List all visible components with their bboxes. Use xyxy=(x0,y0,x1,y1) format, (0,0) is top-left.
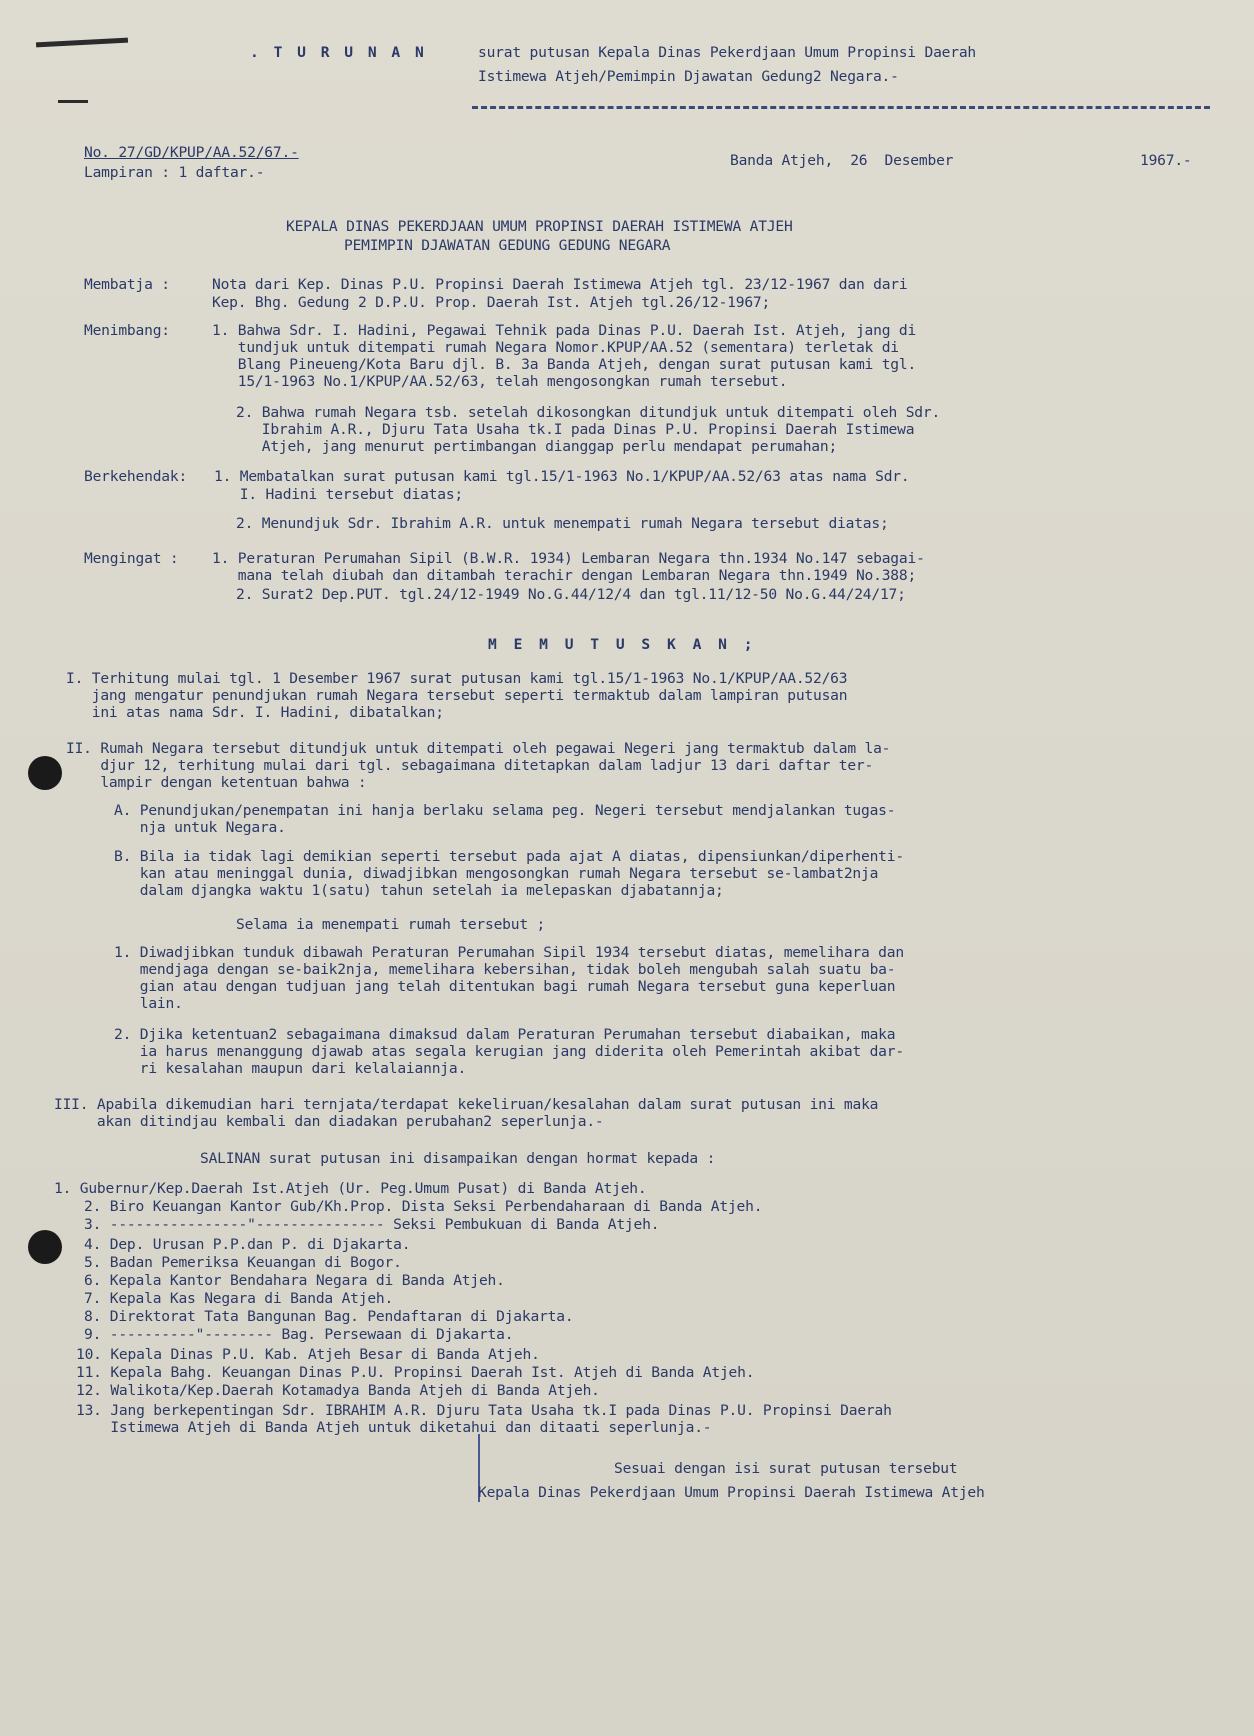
authority-line1: KEPALA DINAS PEKERDJAAN UMUM PROPINSI DAERAH ISTIMEWA ATJEH xyxy=(286,218,793,235)
closing-sesuai: Sesuai dengan isi surat putusan tersebut xyxy=(614,1460,958,1477)
selama-1-l4: lain. xyxy=(114,995,183,1012)
salinan-item-11: 11. Kepala Bahg. Keuangan Dinas P.U. Propinsi Daerah Ist. Atjeh di Banda Atjeh. xyxy=(76,1364,755,1381)
selama-2-l2: ia harus menanggung djawab atas segala kerugian jang diderita oleh Pemerintah akibat dar- xyxy=(114,1043,904,1060)
salinan-item-10: 10. Kepala Dinas P.U. Kab. Atjeh Besar di Banda Atjeh. xyxy=(76,1346,540,1363)
salinan-item-5: 5. Badan Pemeriksa Keuangan di Bogor. xyxy=(84,1254,402,1271)
header-title-line1: surat putusan Kepala Dinas Pekerdjaan Umum Propinsi Daerah xyxy=(478,44,976,61)
decision-IIA-l1: A. Penundjukan/penempatan ini hanja berlaku selama peg. Negeri tersebut mendjalankan tugas- xyxy=(114,802,896,819)
salinan-item-1: 1. Gubernur/Kep.Daerah Ist.Atjeh (Ur. Peg.Umum Pusat) di Banda Atjeh. xyxy=(54,1180,647,1197)
mengingat-label: Mengingat : xyxy=(84,550,179,567)
membatja-label: Membatja : xyxy=(84,276,170,293)
mengingat-p1-l1: 1. Peraturan Perumahan Sipil (B.W.R. 1934) Lembaran Negara thn.1934 No.147 sebagai- xyxy=(212,550,925,567)
decision-III-l2: akan ditindjau kembali dan diadakan perubahan2 seperlunja.- xyxy=(54,1113,604,1130)
salinan-item-8: 8. Direktorat Tata Bangunan Bag. Pendaftaran di Djakarta. xyxy=(84,1308,574,1325)
selama-1-l2: mendjaga dengan se-baik2nja, memelihara kebersihan, tidak boleh mengubah salah suatu ba- xyxy=(114,961,896,978)
punch-hole-upper xyxy=(28,756,62,790)
decision-I-l3: ini atas nama Sdr. I. Hadini, dibatalkan; xyxy=(66,704,444,721)
year: 1967.- xyxy=(1140,152,1192,169)
decision-I-l1: I. Terhitung mulai tgl. 1 Desember 1967 surat putusan kami tgl.15/1-1963 No.1/KPUP/AA.52/63 xyxy=(66,670,848,687)
berkehendak-p1-l1: 1. Membatalkan surat putusan kami tgl.15/1-1963 No.1/KPUP/AA.52/63 atas nama Sdr. xyxy=(214,468,910,485)
authority-line2: PEMIMPIN DJAWATAN GEDUNG GEDUNG NEGARA xyxy=(344,237,671,254)
decision-III-l1: III. Apabila dikemudian hari ternjata/terdapat kekeliruan/kesalahan dalam surat putusan ini maka xyxy=(54,1096,879,1113)
berkehendak-p2: 2. Menundjuk Sdr. Ibrahim A.R. untuk menempati rumah Negara tersebut diatas; xyxy=(236,515,889,532)
menimbang-p1-l1: 1. Bahwa Sdr. I. Hadini, Pegawai Tehnik pada Dinas P.U. Daerah Ist. Atjeh, jang di xyxy=(212,322,917,339)
selama-line: Selama ia menempati rumah tersebut ; xyxy=(236,916,546,933)
decision-IIB-l3: dalam djangka waktu 1(satu) tahun setelah ia melepaskan djabatannja; xyxy=(114,882,724,899)
salinan-item-9: 9. ----------"-------- Bag. Persewaan di Djakarta. xyxy=(84,1326,514,1343)
header-underline xyxy=(472,106,1210,109)
selama-2-l3: ri kesalahan maupun dari kelalaiannja. xyxy=(114,1060,467,1077)
punch-hole-lower xyxy=(28,1230,62,1264)
decision-II-l1: II. Rumah Negara tersebut ditundjuk untuk ditempati oleh pegawai Negeri jang termaktub dalam la- xyxy=(66,740,891,757)
decision-II-l2: djur 12, terhitung mulai dari tgl. sebagaimana ditetapkan dalam ladjur 13 dari daftar ter- xyxy=(66,757,874,774)
closing-signer: Kepala Dinas Pekerdjaan Umum Propinsi Daerah Istimewa Atjeh xyxy=(478,1484,985,1501)
salinan-item-4: 4. Dep. Urusan P.P.dan P. di Djakarta. xyxy=(84,1236,411,1253)
decision-IIA-l2: nja untuk Negara. xyxy=(114,819,286,836)
salinan-item-12: 12. Walikota/Kep.Daerah Kotamadya Banda Atjeh di Banda Atjeh. xyxy=(76,1382,600,1399)
decision-II-l3: lampir dengan ketentuan bahwa : xyxy=(66,774,367,791)
header-title-line2: Istimewa Atjeh/Pemimpin Djawatan Gedung2 Negara.- xyxy=(478,68,899,85)
berkehendak-label: Berkehendak: xyxy=(84,468,188,485)
menimbang-label: Menimbang: xyxy=(84,322,170,339)
turunan-label: . T U R U N A N xyxy=(250,44,427,61)
salinan-item-13-l1: 13. Jang berkepentingan Sdr. IBRAHIM A.R. Djuru Tata Usaha tk.I pada Dinas P.U. Propinsi Daerah xyxy=(76,1402,892,1419)
memutuskan-heading: M E M U T U S K A N ; xyxy=(488,636,757,653)
edge-mark-small xyxy=(58,100,88,103)
menimbang-p2-l1: 2. Bahwa rumah Negara tsb. setelah dikosongkan ditundjuk untuk ditempati oleh Sdr. xyxy=(236,404,941,421)
salinan-item-3: 3. ----------------"--------------- Seksi Pembukuan di Banda Atjeh. xyxy=(84,1216,660,1233)
membatja-line1: Nota dari Kep. Dinas P.U. Propinsi Daerah Istimewa Atjeh tgl. 23/12-1967 dan dari xyxy=(212,276,908,293)
menimbang-p1-l2: tundjuk untuk ditempati rumah Negara Nomor.KPUP/AA.52 (sementara) terletak di xyxy=(212,339,899,356)
salinan-item-2: 2. Biro Keuangan Kantor Gub/Kh.Prop. Dista Seksi Perbendaharaan di Banda Atjeh. xyxy=(84,1198,763,1215)
salinan-item-6: 6. Kepala Kantor Bendahara Negara di Banda Atjeh. xyxy=(84,1272,505,1289)
membatja-line2: Kep. Bhg. Gedung 2 D.P.U. Prop. Daerah Ist. Atjeh tgl.26/12-1967; xyxy=(212,294,771,311)
edge-mark-top xyxy=(36,38,128,48)
mengingat-p1-l2: mana telah diubah dan ditambah terachir dengan Lembaran Negara thn.1949 No.388; xyxy=(212,567,917,584)
berkehendak-p1-l2: I. Hadini tersebut diatas; xyxy=(214,486,463,503)
lampiran: Lampiran : 1 daftar.- xyxy=(84,164,265,181)
mengingat-p2: 2. Surat2 Dep.PUT. tgl.24/12-1949 No.G.44/12/4 dan tgl.11/12-50 No.G.44/24/17; xyxy=(236,586,906,603)
salinan-item-7: 7. Kepala Kas Negara di Banda Atjeh. xyxy=(84,1290,394,1307)
decision-IIB-l1: B. Bila ia tidak lagi demikian seperti tersebut pada ajat A diatas, dipensiunkan/diperhenti- xyxy=(114,848,904,865)
salinan-item-13-l2: Istimewa Atjeh di Banda Atjeh untuk diketahui dan ditaati seperlunja.- xyxy=(76,1419,712,1436)
menimbang-p2-l3: Atjeh, jang menurut pertimbangan dianggap perlu mendapat perumahan; xyxy=(236,438,838,455)
decision-IIB-l2: kan atau meninggal dunia, diwadjibkan mengosongkan rumah Negara tersebut se-lambat2nja xyxy=(114,865,879,882)
salinan-intro: SALINAN surat putusan ini disampaikan dengan hormat kepada : xyxy=(200,1150,716,1167)
menimbang-p2-l2: Ibrahim A.R., Djuru Tata Usaha tk.I pada Dinas P.U. Propinsi Daerah Istimewa xyxy=(236,421,915,438)
place-date: Banda Atjeh, 26 Desember xyxy=(730,152,954,169)
menimbang-p1-l3: Blang Pineueng/Kota Baru djl. B. 3a Banda Atjeh, dengan surat putusan kami tgl. xyxy=(212,356,917,373)
selama-2-l1: 2. Djika ketentuan2 sebagaimana dimaksud dalam Peraturan Perumahan tersebut diabaikan, maka xyxy=(114,1026,896,1043)
decision-I-l2: jang mengatur penundjukan rumah Negara tersebut seperti termaktub dalam lampiran putusan xyxy=(66,687,848,704)
selama-1-l1: 1. Diwadjibkan tunduk dibawah Peraturan Perumahan Sipil 1934 tersebut diatas, memelihara dan xyxy=(114,944,904,961)
menimbang-p1-l4: 15/1-1963 No.1/KPUP/AA.52/63, telah mengosongkan rumah tersebut. xyxy=(212,373,788,390)
selama-1-l3: gian atau dengan tudjuan jang telah ditentukan bagi rumah Negara tersebut guna keperluan xyxy=(114,978,896,995)
reference-number: No. 27/GD/KPUP/AA.52/67.- xyxy=(84,144,299,161)
